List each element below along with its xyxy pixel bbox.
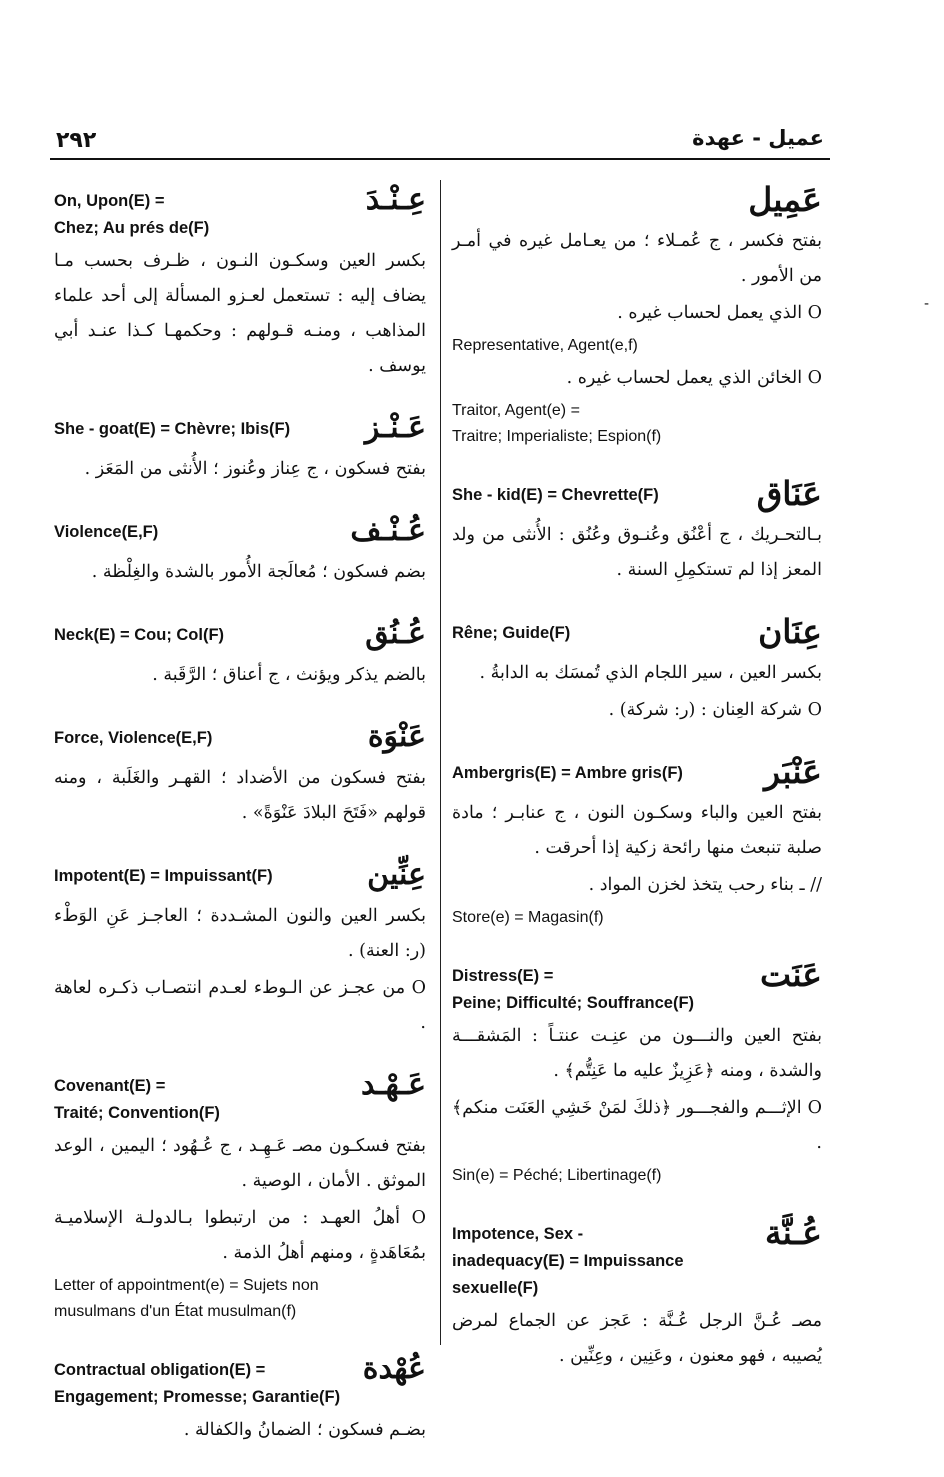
entry-equivalent: Traitre; Imperialiste; Espion(f) (452, 428, 662, 445)
dictionary-entry (452, 750, 822, 931)
entry-translation (452, 472, 749, 509)
translation-line: She - kid(E) = Chevrette(F) (452, 486, 659, 504)
entry-head (54, 612, 426, 656)
entry-definition: بفتح فسكون ، ج عِناز وعُنوز ؛ الأُنثى من المَعَز . (84, 459, 426, 479)
dictionary-entry (54, 612, 426, 693)
dictionary-entry (54, 178, 426, 384)
entry-headword: عُهْدة (362, 1351, 426, 1386)
entry-head (452, 1211, 822, 1302)
entry-definition: // ـ بناء رحب يتخذ لخزن المواد . (588, 875, 822, 895)
translation-line: Impotence, Sex - (452, 1225, 584, 1243)
translation-line: Rêne; Guide(F) (452, 624, 571, 642)
entry-translation (452, 750, 756, 787)
translation-line: Force, Violence(E,F) (54, 729, 213, 747)
entry-head (452, 750, 822, 794)
entry-definition: بكسر العين والنون المشـددة ؛ العاجـز عَنِ الوَطْء (ر: العنة) . (54, 906, 426, 961)
entry-headword: عِنَان (758, 612, 822, 651)
entry-headword: عَنْبَر (764, 752, 822, 791)
entry-headword: عَنَت (759, 955, 822, 994)
entry-head (54, 1063, 426, 1127)
entry-head (452, 472, 822, 516)
translation-line: Peine; Difficulté; Souffrance(F) (452, 994, 695, 1012)
page-header (50, 120, 830, 154)
entry-translation (54, 1347, 355, 1411)
entry-headword: عُـنْـف (350, 513, 426, 548)
entry-definition: بفتح العين والنـــون من عنِـت عنتـاً : المَشقـــة والشدة ، ومنه ﴿عَزِيزٌ عليه ما عَنِتُّم﴾ . (452, 1026, 822, 1081)
entry-headword: عَنَاق (756, 474, 822, 513)
margin-mark: - (924, 296, 930, 312)
entry-translation (54, 612, 357, 649)
dictionary-entry (54, 1063, 426, 1325)
entry-head (54, 178, 426, 242)
entry-definition: بفتح فسكـون مصـ عَـهِـد ، ج عُـهُود ؛ اليمين ، الوعد الموثق . الأمان ، الوصية . (54, 1136, 426, 1191)
translation-line: Covenant(E) = (54, 1077, 166, 1095)
entry-translation (452, 178, 740, 188)
translation-line: Contractual obligation(E) = (54, 1361, 266, 1379)
dictionary-entry (452, 1211, 822, 1374)
entry-headword: عُـنُق (365, 616, 426, 651)
dictionary-entry (54, 1347, 426, 1448)
translation-line: Ambergris(E) = Ambre gris(F) (452, 764, 683, 782)
entry-head (452, 178, 822, 222)
dictionary-entry (54, 715, 426, 831)
entry-head (54, 1347, 426, 1411)
entry-definition: O الخائن الذي يعمل لحساب غيره . (566, 368, 822, 388)
dictionary-entry (452, 610, 822, 728)
entry-definition: بفتح فكسر ، ج عُمـلاء ؛ من يعـامل غيره في أمـر من الأمور . (452, 231, 822, 286)
entry-translation (452, 1211, 757, 1302)
entry-headword: عَـهْـد (360, 1067, 426, 1102)
entry-definition: مصـ عُـنَّ الرجل عُـنَّة : عَجز عن الجماع لمرض يُصيبه ، فهو معنون ، وعَنِين ، وعِنِّين . (452, 1311, 822, 1366)
entry-definition: O الإثـــم والفجـــور ﴿ذلكَ لمَنْ خَشِي العَنَت منكم﴾ . (452, 1098, 822, 1153)
translation-line: She - goat(E) = Chèvre; Ibis(F) (54, 420, 291, 438)
running-title: عميل - عهدة (692, 126, 824, 150)
entry-head (54, 406, 426, 450)
entry-definition: O شركة العِنان : (ر: شركة) . (608, 700, 822, 720)
dictionary-entry (452, 472, 822, 588)
right-column (452, 178, 822, 1396)
entry-definition: O من عجـز عن الـوطء لعـدم انتصـاب ذكـره لعاهة . (54, 978, 426, 1033)
entry-head (54, 509, 426, 553)
translation-line: On, Upon(E) = (54, 192, 165, 210)
entry-definition: O الذي يعمل لحساب غيره . (617, 303, 822, 323)
translation-line: Violence(E,F) (54, 523, 159, 541)
entry-translation (54, 1063, 353, 1127)
entry-definition: بفتح العين والباء وسكـون النون ، ج عنابـر ؛ مادة صلبة تنبعث منها رائحة زكية إذا أحرقت . (452, 803, 822, 858)
entry-headword: عِنِّين (367, 857, 426, 892)
entry-translation (54, 178, 358, 242)
translation-line: Impotent(E) = Impuissant(F) (54, 867, 273, 885)
entry-equivalent: Store(e) = Magasin(f) (452, 909, 604, 926)
entry-definition: بكسر العين وسكـون النـون ، ظـرف بحسب مـا يضاف إليه : تستعمل لعـزو المسألة إلى أحد علماء المذاهب ، ومنـه قـولهم : وحكمهـا كـذا عنـد أبي يوسف . (54, 251, 426, 376)
entry-definition: بضـم فسكون ؛ الضمانُ والكفالة . (183, 1420, 426, 1440)
entry-translation (54, 406, 357, 443)
entry-definition: بـالتحـريك ، ج أعْنُق وعُنـوق وعُنُق : الأُنثى من ولد المعز إذا لم تستكمِلِ السنة . (452, 525, 822, 580)
page-number: ٢٩٢ (56, 128, 97, 153)
entry-translation (54, 715, 360, 752)
column-divider (440, 180, 441, 1345)
dictionary-entry (54, 509, 426, 590)
entry-head (452, 610, 822, 654)
translation-line: Engagement; Promesse; Garantie(F) (54, 1388, 341, 1406)
entry-definition: بضم فسكون ؛ مُعالَجة الأُمور بالشدة والغِلْظة . (91, 562, 426, 582)
translation-line: Distress(E) = (452, 967, 554, 985)
dictionary-entry (452, 953, 822, 1189)
entry-headword: عَمِيل (748, 180, 822, 219)
entry-definition: بفتح فسكون من الأضداد ؛ القهـر والغَلَبة ، ومنه قولهم «فَتَحَ البلادَ عَنْوَةً» . (54, 768, 426, 823)
entry-definition: بالضم يذكر ويؤنث ، ج أعناق ؛ الرَّقَبة . (152, 665, 426, 685)
entry-headword: عِـنْـدَ (365, 182, 426, 217)
entry-headword: عُـنَّة (764, 1213, 822, 1252)
translation-line: Traité; Convention(F) (54, 1104, 220, 1122)
entry-translation (54, 509, 342, 546)
entry-head (54, 715, 426, 759)
entry-translation (452, 610, 750, 647)
entry-equivalent: Traitor, Agent(e) = (452, 402, 580, 419)
header-rule (50, 158, 830, 160)
left-column (54, 178, 426, 1470)
translation-line: Chez; Au prés de(F) (54, 219, 210, 237)
entry-equivalent: Sin(e) = Péché; Libertinage(f) (452, 1167, 662, 1184)
entry-definition: بكسر العين ، سير اللجام الذي تُمسَك به الدابةُ . (479, 663, 822, 683)
entry-headword: عَـنْـز (364, 410, 426, 445)
entry-equivalent: Letter of appointment(e) = Sujets non (54, 1277, 319, 1294)
entry-translation (54, 853, 359, 890)
translation-line: Neck(E) = Cou; Col(F) (54, 626, 225, 644)
entry-headword: عَنْوَة (367, 719, 426, 754)
translation-line: inadequacy(E) = Impuissance sexuelle(F) (452, 1252, 684, 1297)
dictionary-entry (54, 406, 426, 487)
entry-definition: O أهلُ العهـد : من ارتبطوا بـالدولـة الإسلاميـة بمُعَاهَدةٍ ، ومنهم أهلُ الذمة . (54, 1208, 426, 1263)
dictionary-entry (54, 853, 426, 1041)
entry-head (452, 953, 822, 1017)
entry-head (54, 853, 426, 897)
entry-translation (452, 953, 752, 1017)
dictionary-entry (452, 178, 822, 450)
entry-equivalent: Representative, Agent(e,f) (452, 337, 638, 354)
entry-equivalent: musulmans d'un État musulman(f) (54, 1303, 297, 1320)
